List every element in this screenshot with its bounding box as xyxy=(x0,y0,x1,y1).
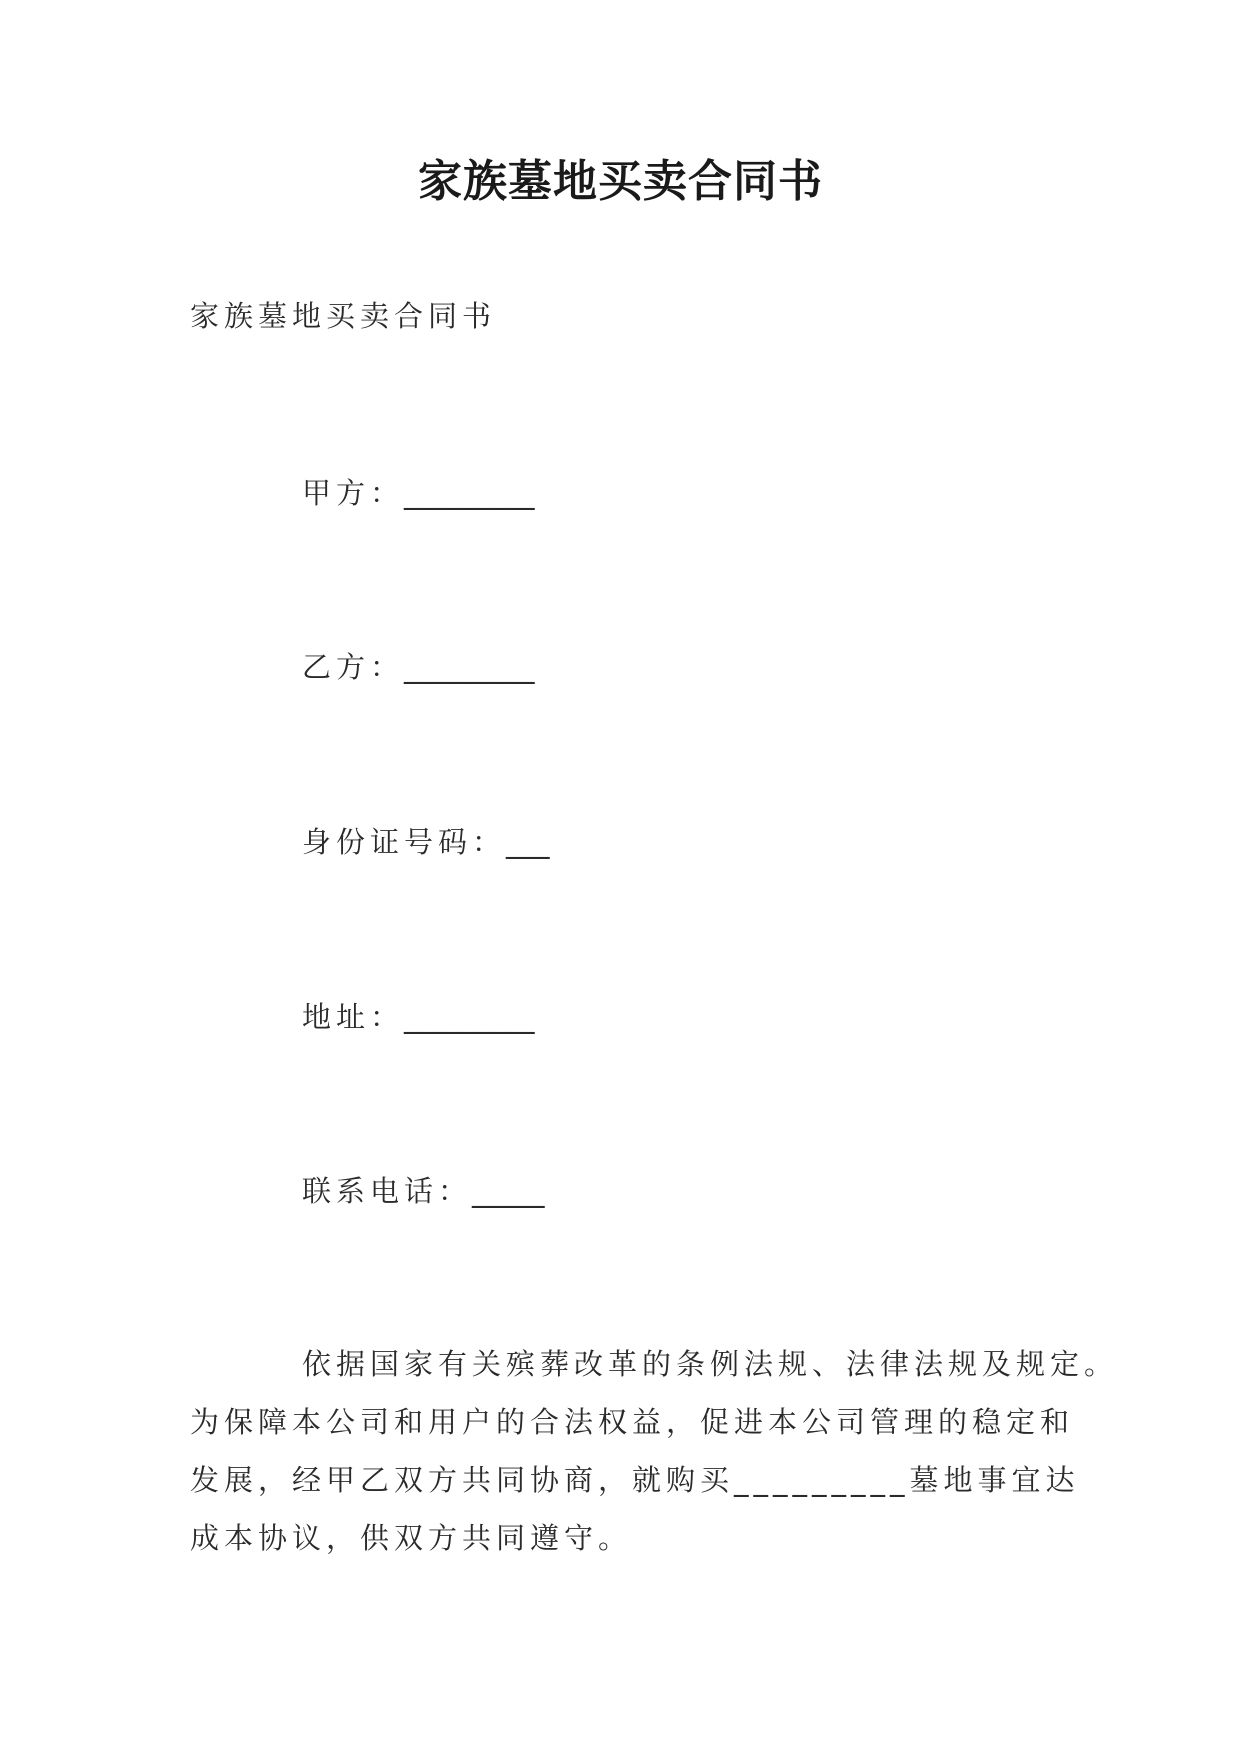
document-title: 家族墓地买卖合同书 xyxy=(418,156,823,207)
id-number-blank: ___ xyxy=(506,825,550,859)
address-field xyxy=(302,995,535,1039)
phone-blank: _____ xyxy=(472,1174,545,1208)
party-a-field xyxy=(302,471,535,515)
document-subtitle: 家族墓地买卖合同书 xyxy=(190,299,497,333)
id-number-field xyxy=(302,820,550,864)
id-number-label: 身份证号码： xyxy=(302,825,507,859)
phone-label: 联系电话： xyxy=(302,1174,473,1208)
party-b-blank: _________ xyxy=(404,650,535,684)
paragraph-line: 依据国家有关殡葬改革的条例法规、法律法规及规定。 xyxy=(302,1347,1119,1381)
paragraph-line: 发展，经甲乙双方共同协商，就购买_________墓地事宜达 xyxy=(190,1463,1080,1497)
paragraph-line: 为保障本公司和用户的合法权益，促进本公司管理的稳定和 xyxy=(190,1405,1075,1439)
phone-field xyxy=(302,1169,545,1213)
address-label: 地址： xyxy=(302,1000,405,1034)
party-a-label: 甲方： xyxy=(302,476,405,510)
agreement-paragraph xyxy=(190,1335,1119,1567)
paragraph-line: 成本协议，供双方共同遵守。 xyxy=(190,1521,633,1555)
party-b-field xyxy=(302,645,535,689)
address-blank: _________ xyxy=(404,1000,535,1034)
party-b-label: 乙方： xyxy=(302,650,405,684)
party-a-blank: _________ xyxy=(404,476,535,510)
